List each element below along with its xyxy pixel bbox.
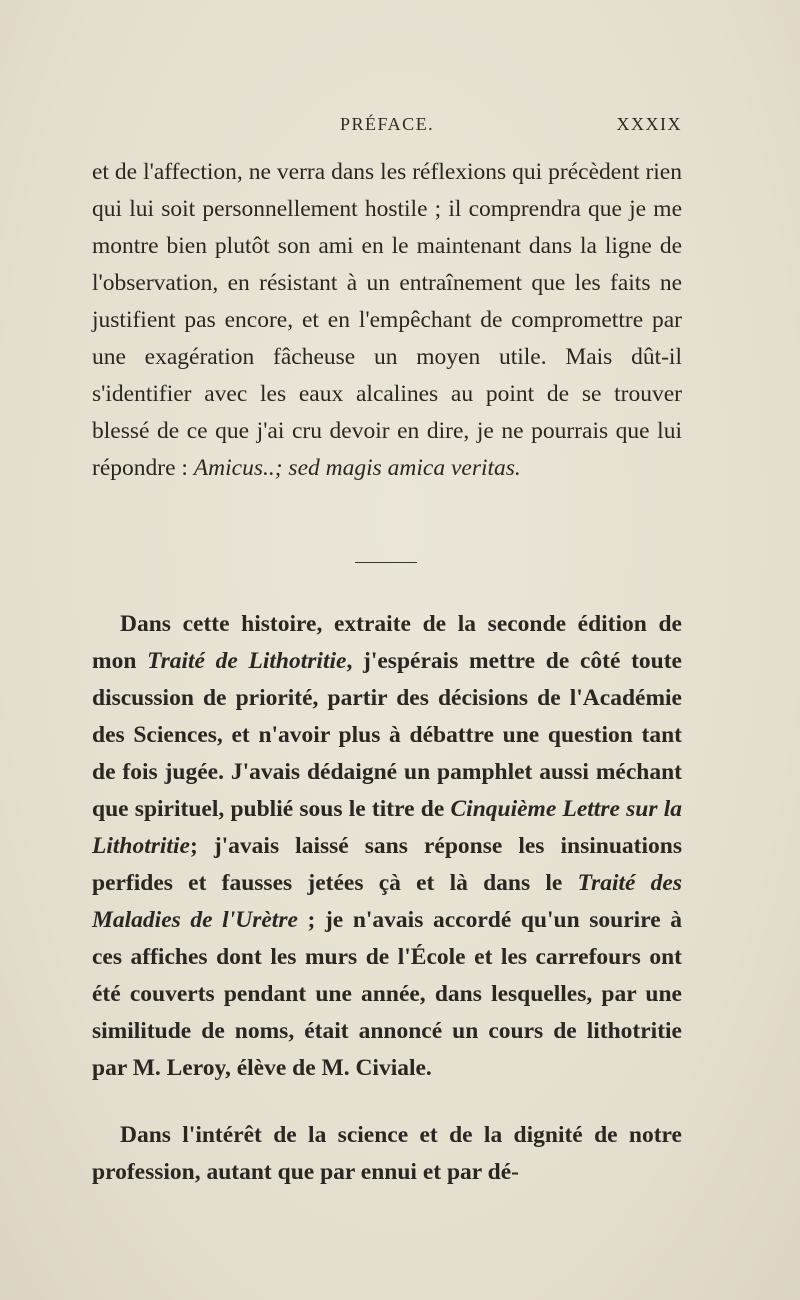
text-segment: ; je n'avais accordé qu'un sourire à ces affiches dont les murs de l'École et les carrefours ont été couverts pendant une année, dans lesquelles, par une similitude de noms, était annoncé un cours de lithotritie par M. Leroy, élève de M. Civiale.: [92, 907, 682, 1081]
latin-quote: Amicus..; sed magis amica veritas.: [193, 455, 521, 481]
running-title: PRÉFACE.: [340, 114, 435, 134]
text-segment: Dans l'intérêt de la science et de la dignité de notre profession, autant que par ennui et par dé-: [92, 1122, 682, 1185]
page-number: XXXIX: [616, 114, 682, 134]
text-segment: ; j'avais laissé sans réponse les insinuations perfides et fausses jetées çà et là dans le: [92, 833, 682, 896]
book-title-traite-lithotritie: Traité de Lithotritie: [147, 648, 347, 674]
section-divider: [355, 562, 417, 563]
text-segment: et de l'affection, ne verra dans les réflexions qui précèdent rien qui lui soit personnellement hostile ; il comprendra que je me montre bien plutôt son ami en le maintenant dans la ligne de l'observation, en résistant à un entraînement que les faits ne justifient pas encore, et en l'empêchant de compromettre par une exagération fâcheuse un moyen utile. Mais dût-il s'identifier avec les eaux alcalines au point de se trouver blessé de ce que j'ai cru devoir en dire, je ne pourrais que lui répondre :: [92, 159, 682, 481]
paragraph-interest: [92, 1117, 682, 1191]
paragraph-history: [92, 606, 682, 1087]
text-segment: , j'espérais mettre de côté toute discussion de priorité, partir des décisions de l'Académie des Sciences, et n'avoir plus à débattre une question tant de fois jugée. J'avais dédaigné un pamphlet aussi méchant que spirituel, publié sous le titre de: [92, 648, 682, 822]
book-title-cinquieme-lettre: Cinquième Lettre sur la Lithotritie: [92, 796, 682, 859]
paragraph-continuation: [92, 154, 682, 487]
running-header: [92, 114, 682, 144]
text-segment: Dans cette histoire, extraite de la seconde édition de mon: [92, 611, 682, 674]
book-title-maladies-uretre: Traité des Maladies de l'Urètre: [92, 870, 682, 933]
